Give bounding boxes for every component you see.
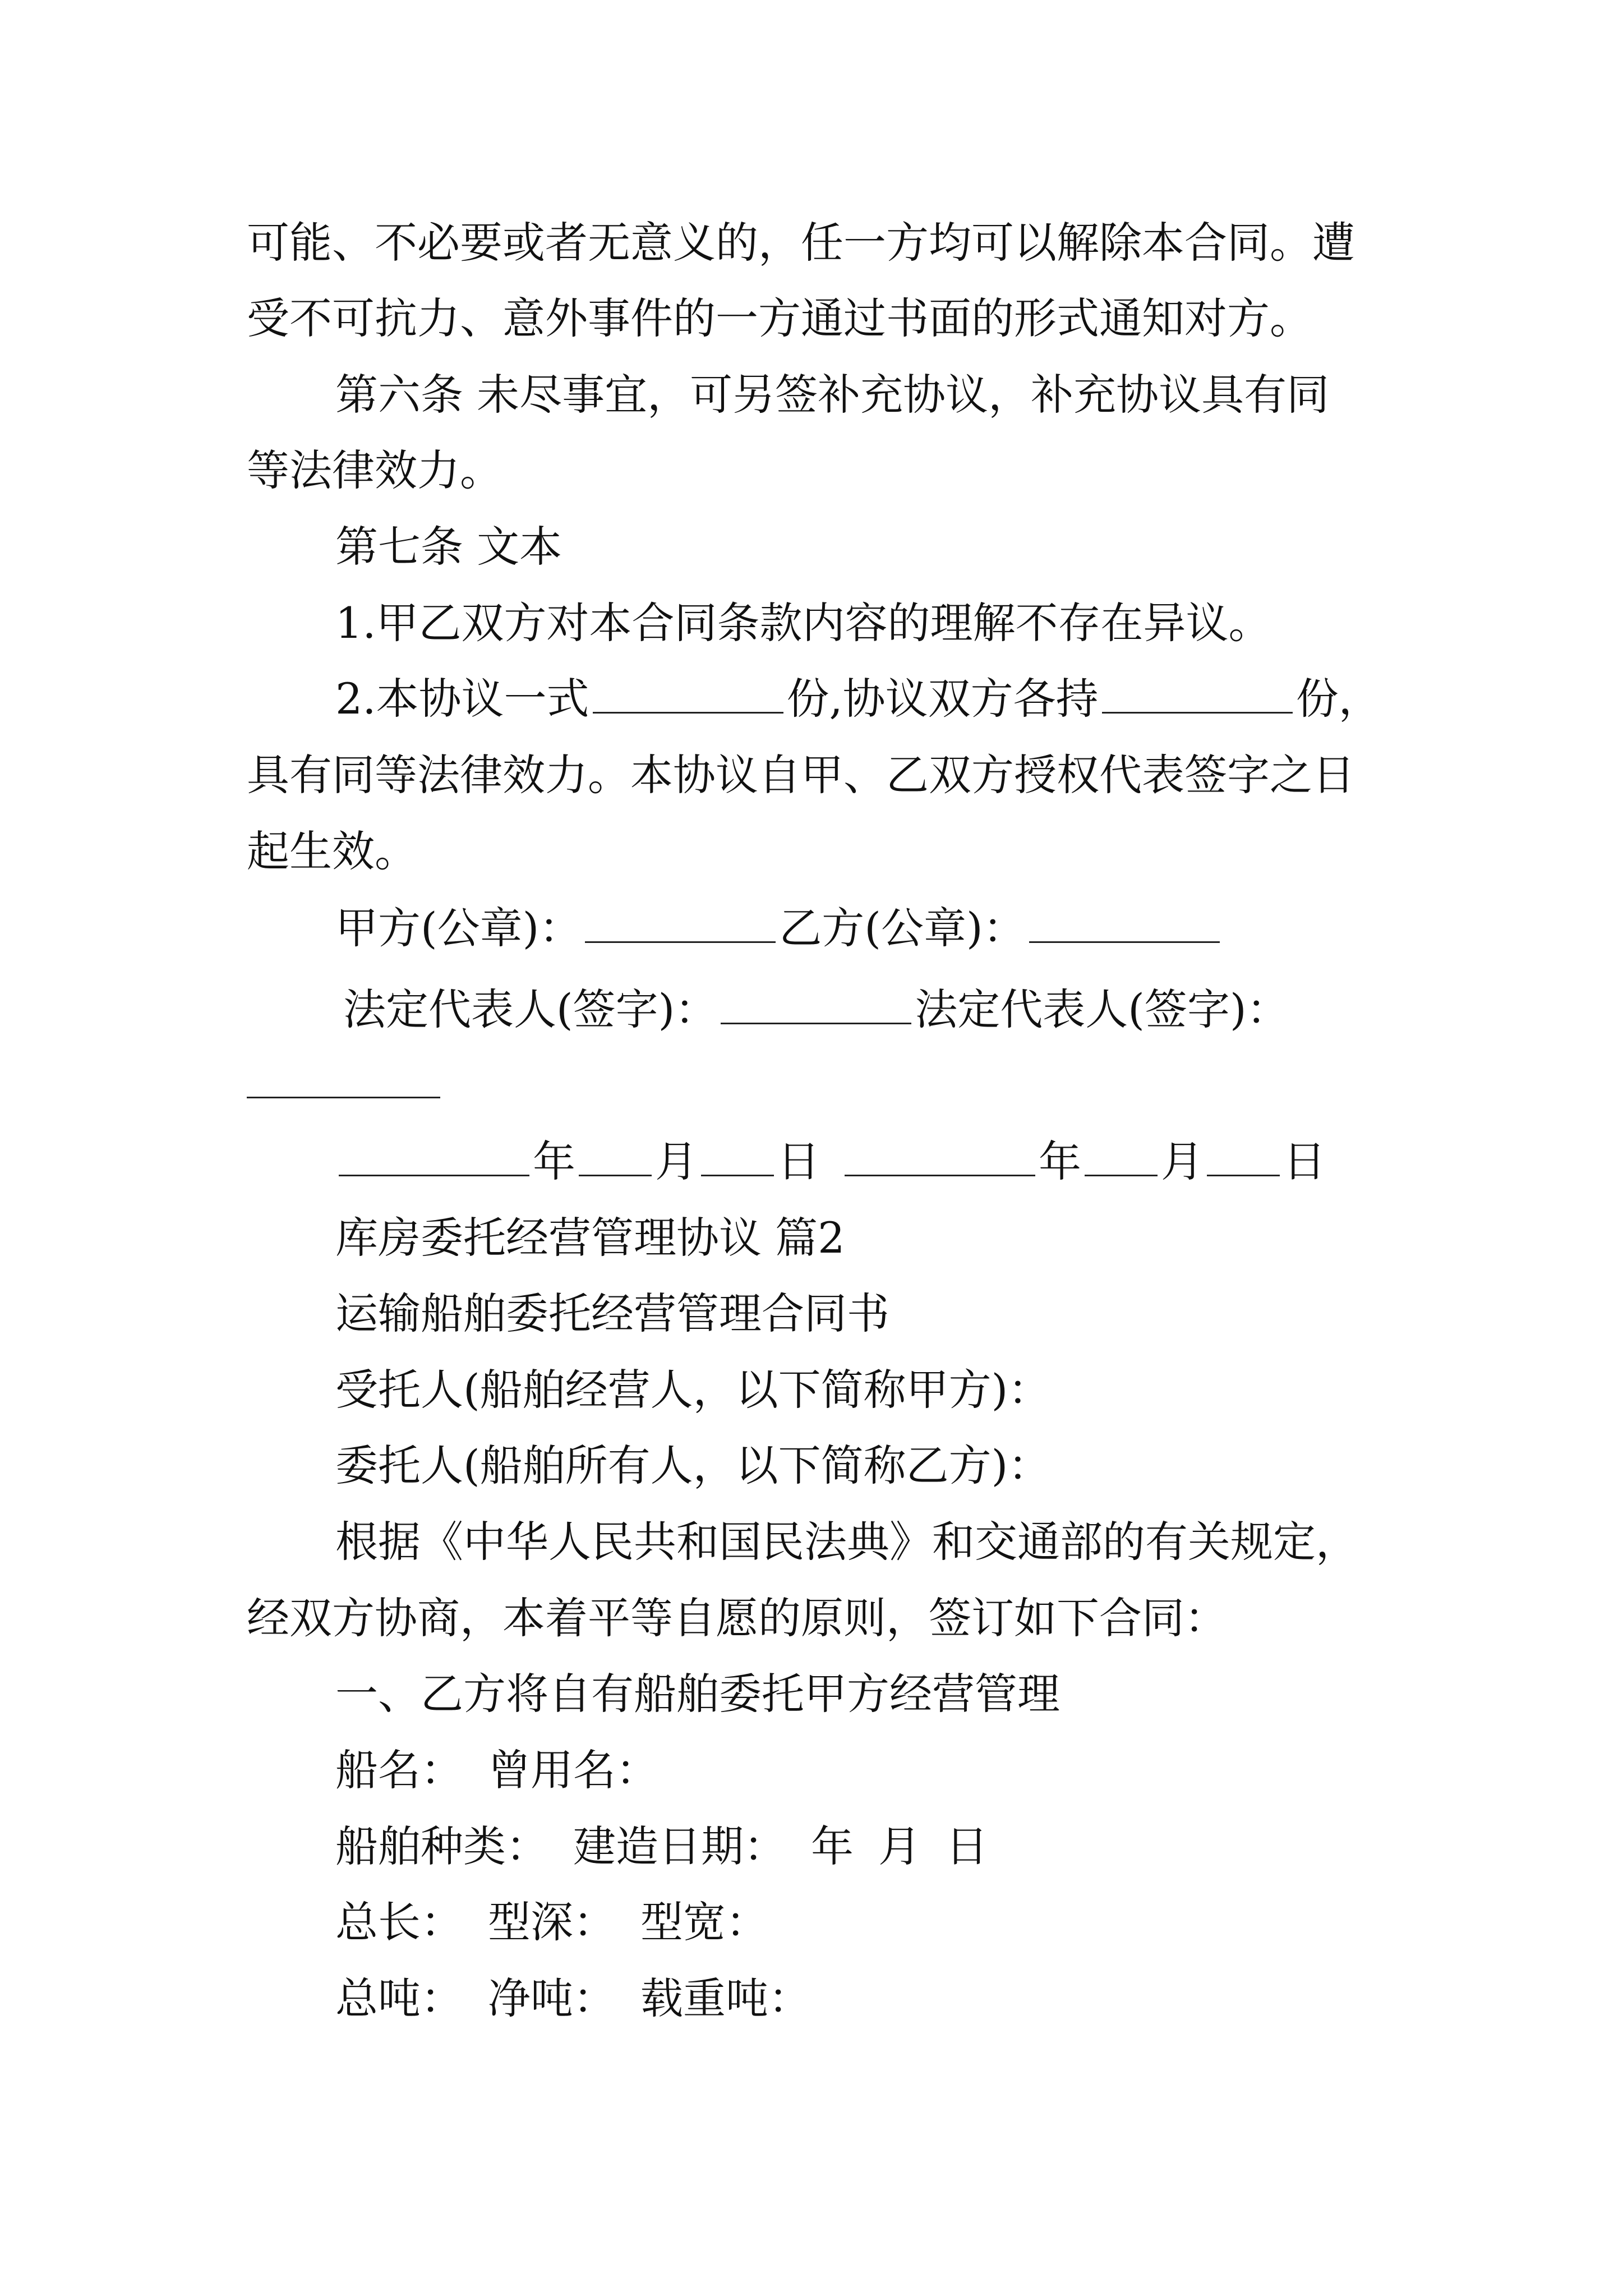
depth-label: 型深：: [488, 1897, 616, 1947]
month-label: 月: [655, 1137, 698, 1186]
party-a-rep-label: 法定代表人(签字)：: [343, 984, 718, 1034]
representative-line: [0, 984, 1623, 1035]
month-blank-a: [579, 1141, 652, 1176]
ship-type-line: [0, 1821, 1623, 1872]
ship-type-label: 船舶种类：: [335, 1821, 548, 1871]
day-label: 日: [777, 1137, 820, 1186]
trustor-line: 委托人(船舶所有人，以下简称乙方)：: [335, 1441, 1051, 1490]
party-a-seal-blank: [585, 908, 776, 943]
paragraph-line: 起生效。: [247, 826, 417, 876]
article-7-item-2: [0, 674, 1623, 724]
party-b-seal-blank: [1029, 908, 1220, 943]
dimensions-line: [0, 1897, 1623, 1948]
seal-line: [0, 903, 1623, 954]
month-label: 月: [1161, 1137, 1204, 1186]
day-blank-a: [701, 1141, 774, 1176]
party-b-rep-label: 法定代表人(签字)：: [915, 984, 1289, 1034]
item-2-text-c: 份，: [1295, 674, 1381, 724]
party-a-rep-blank: [721, 989, 911, 1024]
ship-name-label: 船名：: [335, 1745, 463, 1795]
item-2-text-a: 2.本协议一式: [335, 674, 589, 724]
ship-name-line: [0, 1745, 1623, 1796]
year-blank-a: [339, 1141, 529, 1176]
month-blank-b: [1085, 1141, 1158, 1176]
day-label: 日: [1283, 1137, 1326, 1186]
year-blank-b: [845, 1141, 1035, 1176]
breadth-label: 型宽：: [640, 1897, 768, 1947]
article-7-item-1: 1.甲乙双方对本合同条款内容的理解不存在异议。: [335, 598, 1271, 648]
deadweight-label: 载重吨：: [640, 1973, 811, 2023]
party-b-seal-label: 乙方(公章)：: [779, 903, 1026, 953]
paragraph-line: 经双方协商，本着平等自愿的原则，签订如下合同：: [247, 1593, 1227, 1643]
length-label: 总长：: [335, 1897, 463, 1947]
gross-tonnage-label: 总吨：: [335, 1973, 463, 2023]
paragraph-line: 具有同等法律效力。本协议自甲、乙双方授权代表签字之日: [247, 750, 1355, 800]
build-month-label: 月: [878, 1821, 921, 1871]
tonnage-line: [0, 1973, 1623, 2024]
build-date-label: 建造日期：: [573, 1821, 786, 1871]
basis-line: 根据《中华人民共和国民法典》和交通部的有关规定，: [335, 1517, 1358, 1567]
net-tonnage-label: 净吨：: [488, 1973, 616, 2023]
build-day-label: 日: [946, 1821, 988, 1871]
year-label: 年: [533, 1137, 575, 1186]
year-label: 年: [1039, 1137, 1081, 1186]
party-a-seal-label: 甲方(公章)：: [335, 903, 582, 953]
day-blank-b: [1207, 1141, 1280, 1176]
paragraph-line: 受不可抗力、意外事件的一方通过书面的形式通知对方。: [247, 293, 1312, 343]
former-name-label: 曾用名：: [488, 1745, 658, 1795]
article-7-title: 第七条 文本: [335, 522, 562, 572]
section-heading: 库房委托经营管理协议 篇2: [335, 1213, 845, 1263]
clause-1: 一、乙方将自有船舶委托甲方经营管理: [335, 1669, 1060, 1719]
contract-title: 运输船舶委托经营管理合同书: [335, 1289, 889, 1338]
article-6-line: 第六条 未尽事宜，可另签补充协议，补充协议具有同: [335, 370, 1330, 420]
build-year-label: 年: [811, 1821, 854, 1871]
item-2-text-b: 份,协议双方各持: [786, 674, 1099, 724]
party-b-rep-blank: [247, 1097, 440, 1098]
copies-total-blank: [593, 678, 783, 714]
copies-each-blank: [1102, 678, 1293, 714]
trustee-line: 受托人(船舶经营人，以下简称甲方)：: [335, 1365, 1051, 1415]
paragraph-line: 可能、不必要或者无意义的，任一方均可以解除本合同。遭: [247, 218, 1355, 268]
paragraph-line: 等法律效力。: [247, 445, 502, 495]
date-line: [0, 1137, 1623, 1187]
